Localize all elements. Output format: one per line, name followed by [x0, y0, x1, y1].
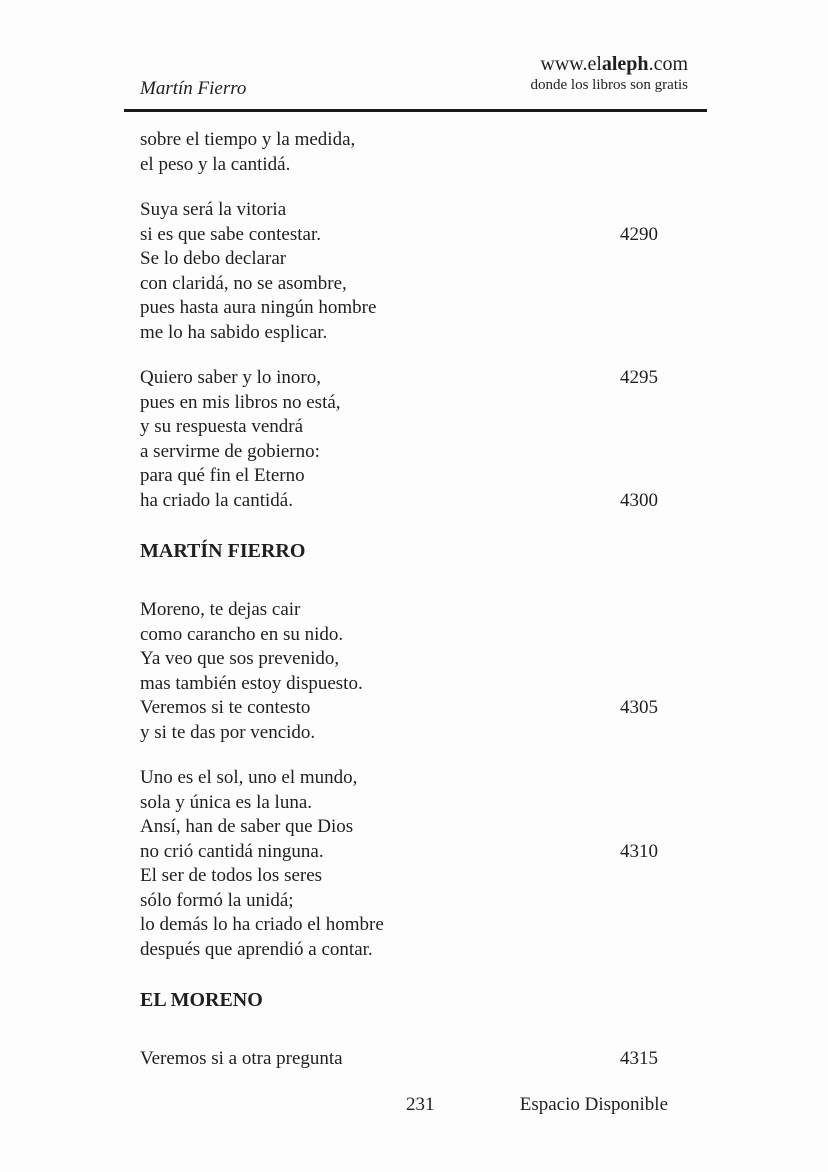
- line-number: 4310: [620, 840, 658, 862]
- line-number: 4315: [620, 1048, 658, 1069]
- poem-stanza: [140, 1047, 658, 1072]
- poem-line: [140, 766, 658, 791]
- page-header-right: [531, 52, 689, 95]
- speaker-heading: EL MORENO: [140, 989, 263, 1011]
- poem-line-text: sola y única es la luna.: [140, 791, 313, 813]
- poem-line: [140, 598, 658, 623]
- site-tagline: donde los libros son gratis: [530, 77, 688, 93]
- poem-line-text: Se lo debo declarar: [140, 248, 287, 269]
- poem-line: [140, 489, 658, 514]
- poem-line-text: después que aprendió a contar.: [140, 938, 373, 960]
- poem-line: [140, 415, 658, 440]
- poem-line-text: y si te das por vencido.: [140, 721, 316, 743]
- line-number: 4295: [620, 367, 658, 388]
- site-url-suffix: .com: [648, 53, 688, 75]
- poem-line: [140, 296, 658, 321]
- poem-line-text: Veremos si a otra pregunta: [140, 1048, 343, 1069]
- poem-line: [140, 672, 658, 697]
- poem-stanza: [140, 128, 658, 177]
- poem-line: [140, 696, 658, 721]
- poem-line: [140, 223, 658, 248]
- poem-stanza: [140, 198, 658, 345]
- site-url-prefix: www.el: [540, 53, 602, 75]
- poem-stanza: [140, 766, 658, 962]
- poem-line: [140, 623, 658, 648]
- poem-line-text: para qué fin el Eterno: [140, 465, 305, 486]
- poem-line-text: el peso y la cantidá.: [140, 153, 291, 175]
- poem-line-text: a servirme de gobierno:: [140, 440, 320, 462]
- poem-line-text: Quiero saber y lo inoro,: [140, 367, 321, 388]
- poem-line-text: Ansí, han de saber que Dios: [140, 816, 354, 837]
- poem-line: [140, 938, 658, 963]
- poem-line-text: sobre el tiempo y la medida,: [140, 129, 356, 150]
- poem-line-text: ha criado la cantidá.: [140, 489, 293, 511]
- poem-line-text: y su respuesta vendrá: [140, 416, 304, 437]
- poem-line: [140, 815, 658, 840]
- poem-line: [140, 198, 658, 223]
- poem-line: [140, 864, 658, 889]
- poem-line: [140, 464, 658, 489]
- poem-line-text: Ya veo que sos prevenido,: [140, 648, 340, 669]
- line-number: 4290: [620, 223, 658, 245]
- poem-line-text: Suya será la vitoria: [140, 199, 287, 220]
- poem-stanza: [140, 366, 658, 513]
- poem-line: [140, 391, 658, 416]
- poem-line-text: sólo formó la unidá;: [140, 889, 294, 911]
- poem-line: [140, 128, 658, 153]
- poem-line-text: me lo ha sabido esplicar.: [140, 321, 328, 343]
- line-number: 4305: [620, 697, 658, 718]
- poem-line-text: si es que sabe contestar.: [140, 223, 321, 245]
- poem-line-text: no crió cantidá ninguna.: [140, 840, 324, 862]
- poem-line: [140, 366, 658, 391]
- poem-line-text: pues en mis libros no está,: [140, 391, 341, 413]
- poem-line: [140, 721, 658, 746]
- poem-line: [140, 272, 658, 297]
- site-url-brand: aleph: [601, 53, 649, 75]
- poem-line: [140, 1047, 658, 1072]
- poem-line-text: con claridá, no se asombre,: [140, 272, 347, 294]
- poem-line: [140, 913, 658, 938]
- page-number: 231: [406, 1094, 435, 1115]
- poem-line-text: como carancho en su nido.: [140, 623, 344, 645]
- poem-line: [140, 321, 658, 346]
- poem-line: [140, 840, 658, 865]
- poem-line: [140, 791, 658, 816]
- poem-stanza: [140, 598, 658, 745]
- poem-line-text: Uno es el sol, uno el mundo,: [140, 767, 358, 788]
- line-number: 4300: [620, 489, 658, 511]
- poem-line-text: mas también estoy dispuesto.: [140, 672, 363, 694]
- running-head-title: Martín Fierro: [140, 78, 247, 99]
- poem-line-text: El ser de todos los seres: [140, 865, 323, 886]
- poem-line: [140, 440, 658, 465]
- poem-line-text: Moreno, te dejas cair: [140, 599, 301, 620]
- poem-line: [140, 247, 658, 272]
- poem-line: [140, 647, 658, 672]
- speaker-heading: MARTÍN FIERRO: [140, 540, 306, 562]
- poem-line-text: Veremos si te contesto: [140, 697, 311, 718]
- footer-label: Espacio Disponible: [519, 1094, 668, 1115]
- site-url: [531, 52, 689, 76]
- poem-line-text: lo demás lo ha criado el hombre: [140, 914, 384, 935]
- poem-line-text: pues hasta aura ningún hombre: [140, 297, 377, 318]
- poem-content: [140, 128, 658, 1093]
- poem-line: [140, 889, 658, 914]
- poem-line: [140, 153, 658, 178]
- header-rule: [124, 109, 707, 112]
